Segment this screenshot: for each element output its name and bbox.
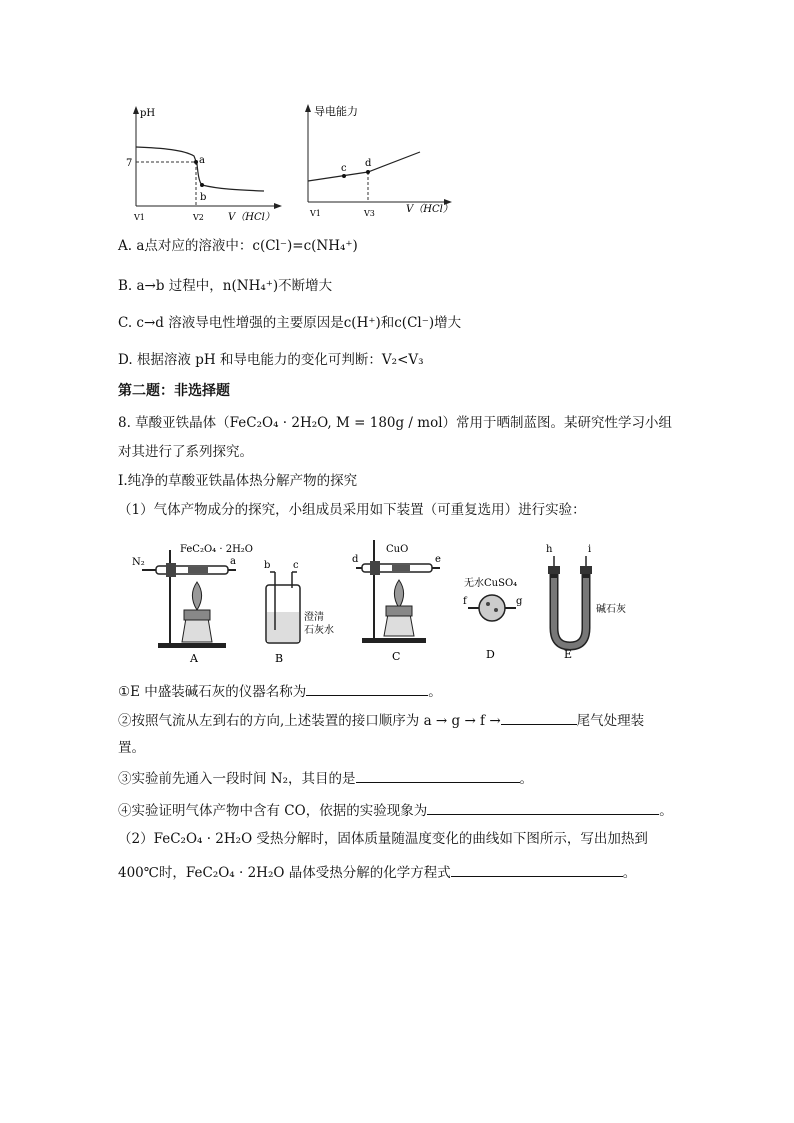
apparatus-b-reagent2: 石灰水 bbox=[304, 625, 334, 636]
apparatus-d-granule bbox=[486, 602, 490, 606]
option-a bbox=[118, 237, 358, 255]
ph-seven-label: 7 bbox=[126, 158, 133, 169]
apparatus-c bbox=[352, 540, 441, 663]
q8-q2-end: 尾气处理装 bbox=[576, 713, 645, 729]
option-a-prefix: A. a点对应的溶液中： bbox=[118, 238, 253, 254]
option-c bbox=[118, 314, 461, 332]
cond-label-c: c bbox=[341, 163, 347, 174]
section-title: 第二题：非选择题 bbox=[118, 383, 230, 399]
option-c-expr2: c(Cl⁻) bbox=[394, 315, 435, 331]
ph-curve bbox=[136, 147, 264, 191]
q8-q1-text: ①E 中盛装碱石灰的仪器名称为 bbox=[118, 684, 307, 700]
ph-v1-label: V1 bbox=[134, 213, 145, 222]
apparatus-c-solid bbox=[392, 565, 410, 571]
option-d bbox=[118, 351, 424, 369]
cond-label-d: d bbox=[365, 158, 372, 169]
q8-q2 bbox=[118, 710, 644, 730]
q8-q3-text: ③实验前先通入一段时间 N₂，其目的是 bbox=[118, 771, 356, 787]
cond-y-label: 导电能力 bbox=[314, 105, 358, 118]
apparatus-c-reagent: CuO bbox=[386, 544, 409, 555]
apparatus-c-letter: C bbox=[392, 650, 401, 663]
q8-q3 bbox=[118, 768, 533, 788]
q8-line1: 8. 草酸亚铁晶体（FeC₂O₄ · 2H₂O, M = 180g / mol）常用于晒制蓝图。某研究性学习小组 bbox=[118, 415, 673, 431]
q8-q1-blank[interactable] bbox=[306, 681, 428, 696]
apparatus-d bbox=[463, 576, 523, 661]
apparatus-b-reagent1: 澄清 bbox=[304, 612, 324, 623]
apparatus-b-port-b: b bbox=[264, 560, 271, 571]
apparatus-a-burner bbox=[182, 618, 212, 642]
apparatus-d-port-g: g bbox=[516, 596, 523, 607]
apparatus-c-burner bbox=[384, 614, 414, 636]
apparatus-a-letter: A bbox=[190, 652, 198, 665]
cond-v1-label: V1 bbox=[310, 209, 321, 218]
ph-graph bbox=[118, 102, 288, 224]
q8-q1-end: 。 bbox=[428, 684, 442, 700]
apparatus-a-reagent: FeC₂O₄ · 2H₂O bbox=[180, 544, 254, 555]
apparatus-c-base bbox=[362, 638, 426, 643]
ph-y-arrow-icon bbox=[133, 106, 139, 114]
apparatus-d-port-f: f bbox=[463, 596, 467, 607]
q8-q4-blank[interactable] bbox=[427, 800, 659, 815]
apparatus-a bbox=[132, 544, 253, 665]
apparatus-d-letter: D bbox=[486, 648, 495, 661]
ph-label-a: a bbox=[199, 155, 205, 166]
option-d-expr: V₂<V₃ bbox=[381, 352, 424, 368]
apparatus-e-stopper-i bbox=[580, 566, 592, 574]
q8-line2: 对其进行了系列探究。 bbox=[118, 444, 253, 460]
cond-curve bbox=[308, 152, 420, 181]
option-b-expr: n(NH₄⁺) bbox=[222, 278, 279, 294]
apparatus-b bbox=[264, 560, 334, 665]
q8-p2-end: 。 bbox=[622, 865, 637, 881]
apparatus-a-flame bbox=[192, 582, 201, 610]
cond-y-arrow-icon bbox=[305, 104, 311, 112]
cond-v3-label: V3 bbox=[364, 209, 375, 218]
q8-sub1: I.纯净的草酸亚铁晶体热分解产物的探究 bbox=[118, 473, 358, 489]
apparatus-a-lamp bbox=[184, 610, 210, 620]
ph-v2-label: V2 bbox=[193, 213, 204, 222]
apparatus-e-port-h: h bbox=[546, 544, 553, 555]
q8-q4 bbox=[118, 800, 673, 820]
ph-point-b bbox=[200, 183, 204, 187]
apparatus-d-reagent: 无水CuSO₄ bbox=[464, 578, 518, 589]
q8-q3-end: 。 bbox=[519, 771, 534, 787]
option-d-text: D. 根据溶液 pH 和导电能力的变化可判断： bbox=[118, 352, 382, 368]
apparatus-e-u-tube bbox=[554, 570, 586, 646]
q8-q4-text: ④实验证明气体产物中含有 CO，依据的实验现象为 bbox=[118, 803, 428, 819]
apparatus-d-bulb bbox=[479, 595, 505, 621]
q8-q2-blank[interactable] bbox=[501, 710, 577, 725]
q8-p2-blank[interactable] bbox=[451, 862, 623, 877]
apparatus-c-lamp bbox=[386, 606, 412, 616]
apparatus-e-letter: E bbox=[564, 648, 573, 661]
conductivity-graph bbox=[298, 102, 463, 224]
q8-p2b-text: 400℃时，FeC₂O₄ · 2H₂O 晶体受热分解的化学方程式 bbox=[118, 865, 451, 881]
option-a-expr: c(Cl⁻)=c(NH₄⁺) bbox=[252, 238, 358, 254]
option-b-prefix: B. a→b 过程中， bbox=[118, 278, 223, 294]
apparatus-figure bbox=[130, 530, 690, 670]
cond-point-d bbox=[366, 170, 370, 174]
apparatus-e-port-i: i bbox=[588, 544, 592, 555]
apparatus-c-clamp bbox=[370, 561, 380, 575]
option-c-suffix: 增大 bbox=[434, 315, 462, 331]
ph-point-a bbox=[194, 160, 198, 164]
q8-q4-end: 。 bbox=[659, 803, 673, 819]
apparatus-b-letter: B bbox=[275, 652, 284, 665]
apparatus-b-liquid bbox=[267, 612, 299, 642]
option-b-suffix: 不断增大 bbox=[278, 278, 333, 294]
option-c-expr1: c(H⁺) bbox=[343, 315, 381, 331]
cond-point-c bbox=[342, 174, 346, 178]
q8-q1 bbox=[118, 681, 442, 701]
apparatus-a-clamp bbox=[166, 563, 176, 577]
ph-label-b: b bbox=[200, 192, 207, 203]
apparatus-a-solid bbox=[188, 567, 208, 573]
apparatus-a-port: a bbox=[230, 556, 236, 567]
ph-x-label: V（HCl） bbox=[228, 212, 275, 223]
apparatus-c-flame bbox=[394, 580, 403, 608]
apparatus-c-port-d: d bbox=[352, 554, 359, 565]
apparatus-c-port-e: e bbox=[435, 554, 441, 565]
q8-q3-blank[interactable] bbox=[356, 768, 520, 783]
apparatus-e-stopper-h bbox=[548, 566, 560, 574]
apparatus-b-port-c: c bbox=[293, 560, 299, 571]
q8-q2-line2: 置。 bbox=[118, 740, 145, 756]
q8-p2: （2）FeC₂O₄ · 2H₂O 受热分解时，固体质量随温度变化的曲线如下图所示，写出加热到 bbox=[118, 831, 648, 847]
apparatus-e bbox=[546, 544, 626, 661]
option-c-prefix: C. c→d 溶液导电性增强的主要原因是 bbox=[118, 315, 344, 331]
q8-p1: （1）气体产物成分的探究，小组成员采用如下装置（可重复选用）进行实验： bbox=[118, 502, 586, 518]
ph-y-label: pH bbox=[140, 108, 156, 119]
apparatus-d-granule-2 bbox=[494, 608, 498, 612]
option-c-mid: 和 bbox=[380, 315, 395, 331]
apparatus-e-reagent: 碱石灰 bbox=[596, 604, 626, 615]
apparatus-a-gas: N₂ bbox=[132, 557, 145, 568]
cond-x-label: V（HCl） bbox=[406, 204, 453, 215]
q8-p2b bbox=[118, 862, 636, 882]
ph-x-arrow-icon bbox=[274, 203, 282, 209]
q8-q2-text: ②按照气流从左到右的方向,上述装置的接口顺序为 a → g → f → bbox=[118, 713, 501, 729]
option-b bbox=[118, 277, 332, 295]
apparatus-a-base bbox=[158, 643, 226, 648]
